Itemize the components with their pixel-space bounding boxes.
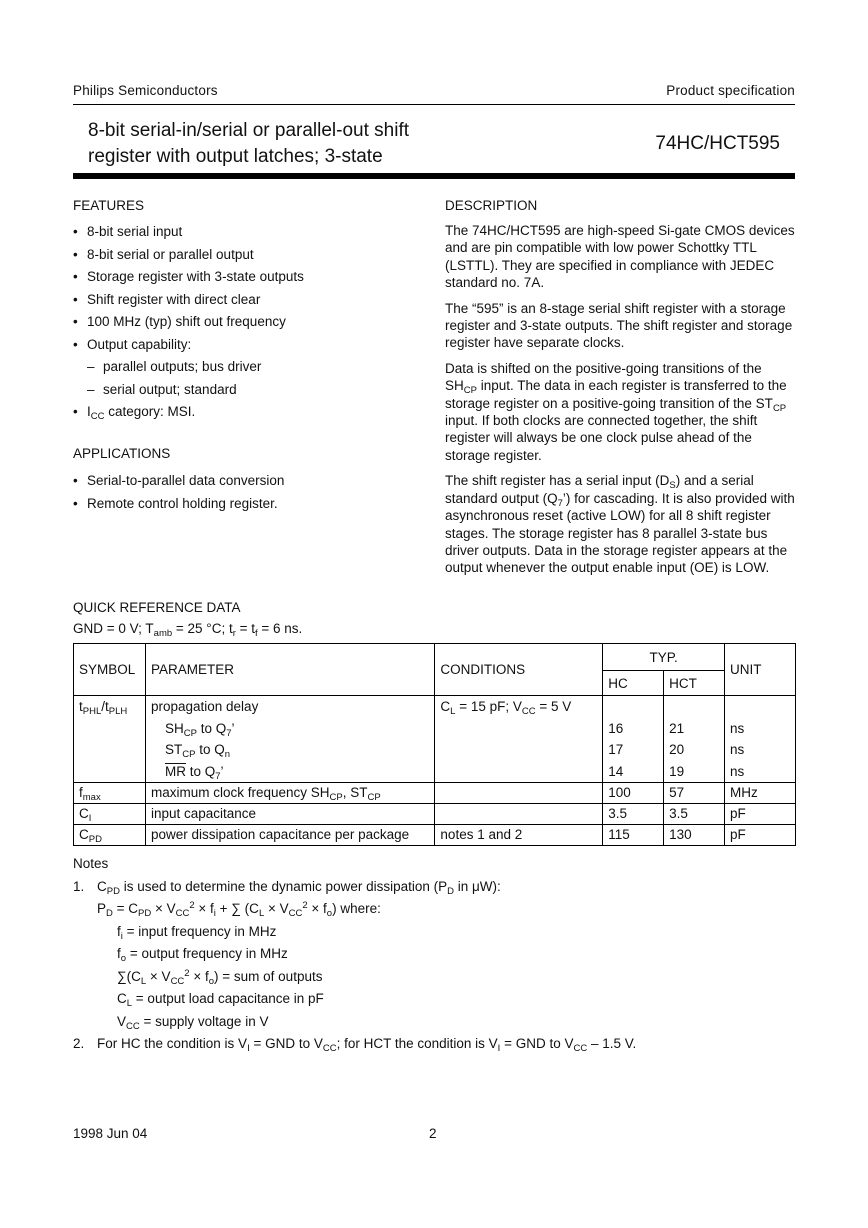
cell-conditions: notes 1 and 2 <box>435 825 603 846</box>
note-1-definition: $C_L$ = output load capacitance in pF <box>117 991 324 1009</box>
cell-conditions: $C_L = 15$ pF; $V_{CC} = 5$ V <box>435 696 603 783</box>
notes-heading: Notes <box>73 856 109 871</box>
list-item: • $I_{CC}$ category: MSI. <box>73 402 413 425</box>
description-paragraph: The “595” is an 8-stage serial shift register with a storage register and 3-state outputs. The shift register and storage register have separate clocks. <box>445 300 793 351</box>
list-item: • Storage register with 3-state outputs <box>73 267 413 290</box>
cell-hct: 21 20 19 <box>664 696 725 783</box>
list-item: • 8-bit serial or parallel output <box>73 245 413 268</box>
note-1-definition: $f_o$ = output frequency in MHz <box>117 946 288 964</box>
table-row <box>74 696 796 783</box>
list-item: • 8-bit serial input <box>73 222 413 245</box>
col-header-unit: UNIT <box>725 644 796 696</box>
list-item: • Remote control holding register. <box>73 494 413 517</box>
cell-hc: 100 <box>603 783 664 804</box>
cell-parameter: input capacitance <box>145 804 434 825</box>
list-item: • Serial-to-parallel data conversion <box>73 471 413 494</box>
note-1-definition: $V_{CC}$ = supply voltage in V <box>117 1013 269 1032</box>
cell-parameter: power dissipation capacitance per package <box>145 825 434 846</box>
document-title <box>88 118 528 170</box>
cell-hc: 16 17 14 <box>603 696 664 783</box>
description-paragraph: The shift register has a serial input $(D_S)$ and a serial standard output $(Q_7’)$ for cascading. It is also provided with asynchronous reset (active LOW) for all 8 shift register stages. The storage register has 8 parallel 3-state bus driver outputs. Data in the storage register appears at the output whenever the output enable input (OE) is LOW. <box>445 473 795 576</box>
cell-parameter: maximum clock frequency $SH_{CP}$, $ST_{CP}$ <box>145 783 434 804</box>
cell-hct: 57 <box>664 783 725 804</box>
cell-hc: 3.5 <box>603 804 664 825</box>
col-header-parameter: PARAMETER <box>145 644 434 696</box>
header-rule <box>73 104 795 105</box>
cell-unit: pF <box>725 804 796 825</box>
footer-page-number: 2 <box>429 1126 437 1141</box>
applications-list <box>73 471 413 516</box>
list-subitem: – serial output; standard <box>73 380 413 403</box>
list-subitem: – parallel outputs; bus driver <box>73 357 413 380</box>
description-paragraph: The 74HC/HCT595 are high-speed Si-gate CMOS devices and are pin compatible with low power Schottky TTL (LSTTL). They are specified in compliance with JEDEC standard no. 7A. <box>445 223 795 291</box>
description-body <box>445 222 797 585</box>
header-company: Philips Semiconductors <box>73 83 218 98</box>
col-header-hc: HC <box>603 671 664 696</box>
list-item: • Shift register with direct clear <box>73 290 413 313</box>
title-rule <box>73 173 795 179</box>
list-item: • Output capability: <box>73 335 413 358</box>
note-1-definition: $f_i$ = input frequency in MHz <box>117 923 277 942</box>
title-line-1: 8-bit serial-in/serial or parallel-out shift <box>88 120 410 141</box>
quick-reference-heading: QUICK REFERENCE DATA <box>73 600 241 615</box>
cell-parameter: propagation delay $SH_{CP}$ to $Q_7$’ $ST_{CP}$ to $Q_n$ $\overline{MR}$ to $Q_7$’ <box>145 696 434 783</box>
table-header-row <box>74 644 796 671</box>
note-1: 1. $C_{PD}$ is used to determine the dynamic power dissipation ($P_D$ in μW): <box>73 878 501 897</box>
applications-heading: APPLICATIONS <box>73 446 171 461</box>
footer-date: 1998 Jun 04 <box>73 1126 148 1141</box>
part-number: 74HC/HCT595 <box>655 133 780 154</box>
cell-symbol: $C_I$ <box>74 804 146 825</box>
cell-symbol: $t_{PHL}/t_{PLH}$ <box>74 696 146 783</box>
description-paragraph: Data is shifted on the positive-going transitions of the $SH_{CP}$ input. The data in each register is transferred to the storage register on a positive-going transition of the $ST_{CP}$ input. If both clocks are connected together, the shift register will always be one clock pulse ahead of the storage register. <box>445 360 787 463</box>
table-row <box>74 804 796 825</box>
features-list <box>73 222 413 425</box>
col-header-typ: TYP. <box>603 644 725 671</box>
features-heading: FEATURES <box>73 198 145 213</box>
quick-reference-table <box>73 643 796 846</box>
cell-symbol: $C_{PD}$ <box>74 825 146 846</box>
col-header-symbol: SYMBOL <box>74 644 146 696</box>
cell-conditions <box>435 804 603 825</box>
description-heading: DESCRIPTION <box>445 198 538 213</box>
table-row <box>74 825 796 846</box>
note-1-formula: $P_D = C_{PD} \times V_{CC}^2 \times f_i$ + ∑ $(C_L \times V_{CC}^2 \times f_o)$ where: <box>97 900 381 919</box>
cell-symbol: $f_{max}$ <box>74 783 146 804</box>
cell-unit: ns ns ns <box>725 696 796 783</box>
quick-reference-conditions: GND = 0 V; $T_{amb} = 25$ °C; $t_r = t_f = 6$ ns. <box>73 621 303 639</box>
note-2: 2. For HC the condition is $V_I$ = GND to $V_{CC}$; for HCT the condition is $V_I$ = GND to $V_{CC} - 1.5$ V. <box>73 1036 637 1054</box>
header-doc-type: Product specification <box>666 83 795 98</box>
list-item: • 100 MHz (typ) shift out frequency <box>73 312 413 335</box>
cell-hc: 115 <box>603 825 664 846</box>
note-1-definition: $\sum(C_L \times V_{CC}^2 \times f_o)$ = sum of outputs <box>117 967 323 987</box>
col-header-conditions: CONDITIONS <box>435 644 603 696</box>
cell-conditions <box>435 783 603 804</box>
cell-unit: pF <box>725 825 796 846</box>
title-line-2: register with output latches; 3-state <box>88 146 383 167</box>
cell-hct: 130 <box>664 825 725 846</box>
cell-hct: 3.5 <box>664 804 725 825</box>
notes-section <box>73 853 795 1056</box>
table-row <box>74 783 796 804</box>
cell-unit: MHz <box>725 783 796 804</box>
col-header-hct: HCT <box>664 671 725 696</box>
